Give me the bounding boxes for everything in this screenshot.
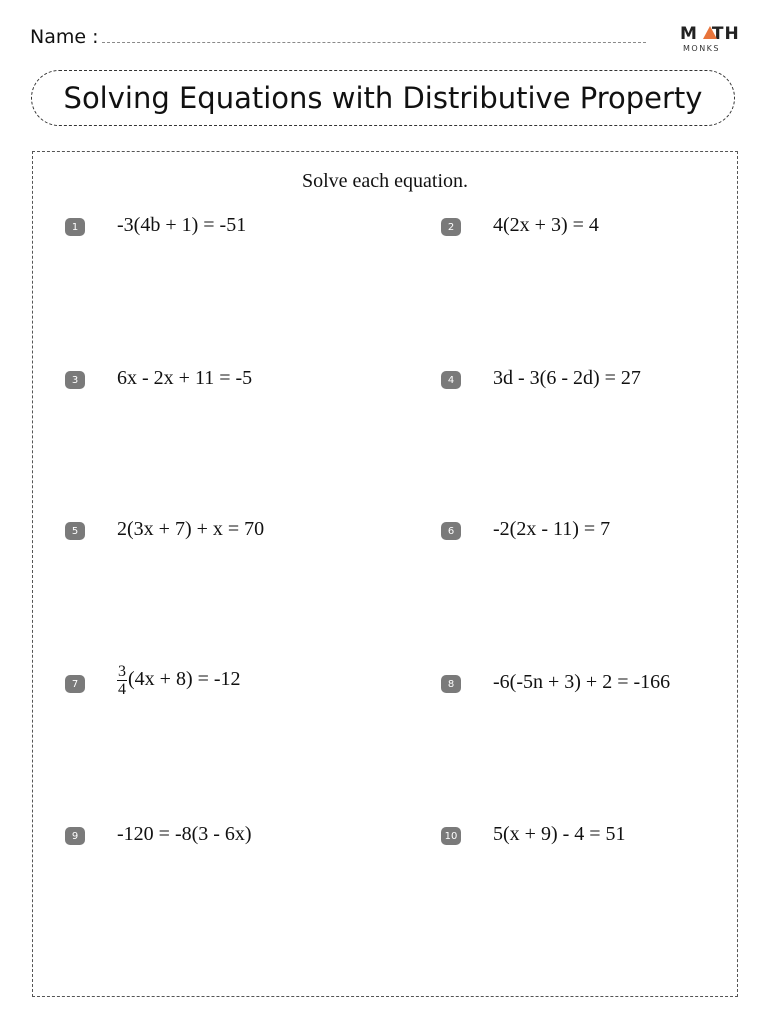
- problem-number-badge: 9: [65, 827, 85, 845]
- fraction-numerator: 3: [118, 663, 126, 680]
- problem-equation: 2(3x + 7) + x = 70: [117, 518, 265, 540]
- problem-equation: 4(2x + 3) = 4: [493, 214, 599, 236]
- problem-equation: -120 = -8(3 - 6x): [117, 823, 252, 845]
- instruction-text: Solve each equation.: [301, 170, 469, 192]
- math-monks-logo: [672, 24, 744, 58]
- problem-number-badge: 4: [441, 371, 461, 389]
- problem-equation: 3d - 3(6 - 2d) = 27: [493, 367, 641, 389]
- fraction: [117, 663, 127, 698]
- problem-equation: 6x - 2x + 11 = -5: [117, 367, 253, 389]
- problem-number-badge: 7: [65, 675, 85, 693]
- logo-triangle-icon: [703, 26, 717, 39]
- logo-subtext: MONKS: [683, 44, 721, 53]
- fraction-denominator: 4: [118, 681, 126, 698]
- problem-number-badge: 6: [441, 522, 461, 540]
- problem-equation: 5(x + 9) - 4 = 51: [493, 823, 626, 845]
- logo-text-left: M: [680, 24, 698, 44]
- problem-equation: -6(-5n + 3) + 2 = -166: [493, 671, 671, 693]
- problem-number-badge: 3: [65, 371, 85, 389]
- problem-equation: -2(2x - 11) = 7: [493, 518, 611, 540]
- problems-panel: [32, 151, 738, 997]
- worksheet-title: Solving Equations with Distributive Property: [63, 81, 703, 115]
- problem-equation: [117, 663, 241, 698]
- logo-text-right: TH: [711, 24, 740, 44]
- problem-number-badge: 8: [441, 675, 461, 693]
- problem-number-badge: 10: [441, 827, 461, 845]
- title-banner: [31, 70, 735, 126]
- name-label: Name :: [30, 26, 99, 48]
- problem-number-badge: 2: [441, 218, 461, 236]
- name-row: [30, 24, 630, 54]
- problem-equation: -3(4b + 1) = -51: [117, 214, 247, 236]
- problem-number-badge: 5: [65, 522, 85, 540]
- equation-remainder: (4x + 8) = -12: [128, 668, 241, 691]
- name-input-line[interactable]: [102, 42, 646, 43]
- problem-number-badge: 1: [65, 218, 85, 236]
